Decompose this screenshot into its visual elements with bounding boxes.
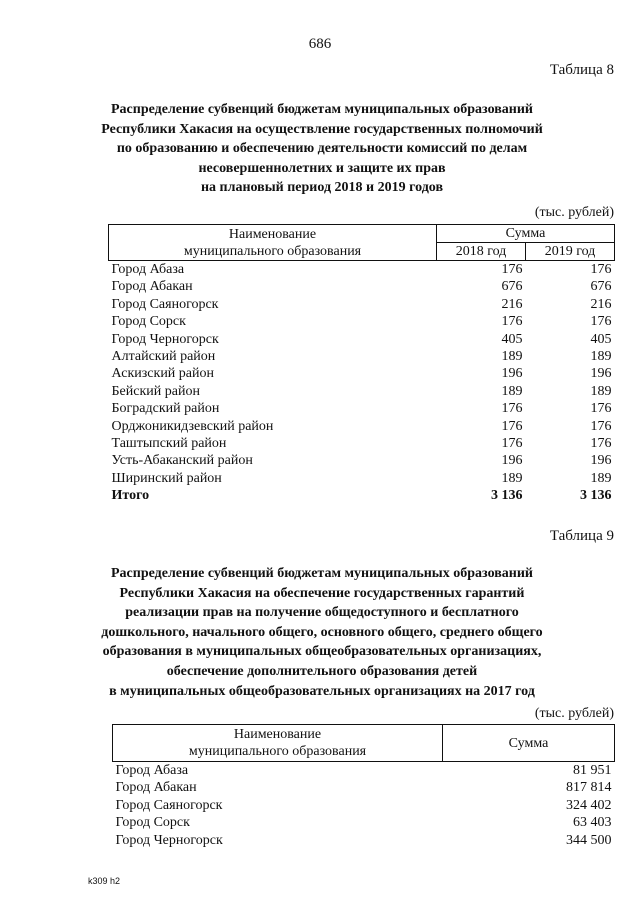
row-2019: 676 (590, 279, 612, 295)
row-name: Орджоникидзевский район (111, 418, 274, 434)
header-name-line2: муниципального образования (188, 744, 367, 759)
row-2019: 176 (590, 401, 612, 417)
row-2018: 196 (501, 366, 523, 382)
table9-label: Таблица 9 (549, 528, 614, 544)
table-row (113, 832, 615, 849)
table-row (109, 296, 615, 313)
row-2019: 189 (590, 470, 612, 486)
header-name-line1: Наименование (233, 727, 322, 742)
table8-title-line: несовершеннолетних и защите их прав (198, 160, 446, 176)
table8-label: Таблица 8 (549, 62, 614, 78)
row-2018: 176 (501, 314, 523, 330)
table-row (109, 365, 615, 382)
table-row (109, 383, 615, 400)
table9-header-sum: Сумма (443, 725, 615, 762)
table-row (109, 435, 615, 452)
table-row (113, 762, 615, 780)
table8-title-line: Распределение субвенций бюджетам муниципальных образований (111, 102, 533, 117)
table8-title-line: по образованию и обеспечению деятельности комиссий по делам (116, 141, 528, 157)
row-2018: 405 (501, 331, 523, 347)
table-row (109, 261, 615, 279)
row-value: 817 814 (566, 780, 612, 796)
row-2018: 676 (501, 279, 523, 295)
row-name: Боградский район (111, 401, 220, 417)
total-name: Итого (111, 488, 150, 504)
table8-title-line: на плановый период 2018 и 2019 годов (200, 180, 444, 196)
row-value: 63 403 (573, 815, 612, 831)
page-number: 686 (308, 36, 332, 52)
table-row (109, 418, 615, 435)
header-name-line2: муниципального образования (183, 243, 362, 259)
table9-title-line: реализации прав на получение общедоступного и бесплатного (125, 605, 519, 621)
row-value: 81 951 (573, 763, 612, 778)
table8-title (90, 100, 554, 198)
row-2018: 216 (501, 296, 523, 312)
table-row (109, 400, 615, 417)
row-2019: 189 (590, 383, 612, 399)
table9 (112, 724, 615, 849)
row-name: Город Абаза (115, 763, 189, 778)
row-2018: 176 (501, 401, 523, 417)
table9-title-line: дошкольного, начального общего, основного общего, среднего общего (101, 624, 543, 640)
row-name: Алтайский район (111, 349, 216, 365)
row-name: Город Абакан (111, 279, 193, 295)
table-row (109, 348, 615, 365)
header-name-line1: Наименование (228, 226, 317, 242)
table8-header-name (109, 225, 437, 261)
row-2019: 196 (590, 366, 612, 382)
row-name: Аскизский район (111, 366, 214, 382)
row-2018: 176 (501, 262, 523, 277)
table-row (109, 278, 615, 295)
table-row (109, 470, 615, 487)
table9-title-line: в муниципальных общеобразовательных организациях на 2017 год (109, 683, 535, 699)
row-2019: 216 (590, 296, 612, 312)
footer-code: k309 h2 (88, 876, 121, 886)
table-row (109, 313, 615, 330)
row-name: Город Саяногорск (111, 296, 219, 312)
table9-title-line: обеспечение дополнительного образования детей (166, 663, 478, 679)
row-2019: 176 (590, 418, 612, 434)
table-row (109, 331, 615, 348)
row-name: Бейский район (111, 383, 200, 399)
table8-header-2019: 2019 год (526, 243, 615, 261)
row-name: Ширинский район (111, 470, 222, 486)
table9-title (90, 564, 554, 701)
row-name: Город Абакан (115, 780, 197, 796)
row-2018: 189 (501, 349, 523, 365)
table-row (113, 797, 615, 814)
row-name: Город Черногорск (115, 832, 223, 848)
table-row (113, 779, 615, 796)
table8-header-sum: Сумма (437, 225, 615, 243)
table9-title-line: образования в муниципальных общеобразовательных организациях, (102, 644, 542, 660)
row-value: 344 500 (566, 832, 612, 848)
row-name: Город Сорск (111, 314, 186, 330)
row-2018: 196 (501, 453, 523, 469)
row-2019: 189 (590, 349, 612, 365)
row-2018: 189 (501, 383, 523, 399)
row-2018: 176 (501, 436, 523, 452)
total-2019: 3 136 (580, 488, 612, 504)
row-name: Город Сорск (115, 815, 190, 831)
table8 (108, 224, 615, 505)
table8-title-line: Республики Хакасия на осуществление государственных полномочий (101, 121, 543, 137)
total-2018: 3 136 (491, 488, 523, 504)
table-row (113, 814, 615, 831)
row-2019: 176 (590, 314, 612, 330)
table9-header-name (113, 725, 443, 762)
table9-title-line: Распределение субвенций бюджетам муниципальных образований (111, 566, 533, 581)
row-2018: 189 (501, 470, 523, 486)
row-name: Город Черногорск (111, 331, 219, 347)
table8-unit: (тыс. рублей) (534, 205, 614, 220)
total-row (109, 487, 615, 504)
row-2019: 176 (590, 436, 612, 452)
row-2019: 405 (590, 331, 612, 347)
row-name: Таштыпский район (111, 436, 227, 452)
row-name: Усть-Абаканский район (111, 453, 253, 469)
table9-unit: (тыс. рублей) (534, 706, 614, 721)
table8-header-2018: 2018 год (437, 243, 526, 261)
row-2018: 176 (501, 418, 523, 434)
row-name: Город Саяногорск (115, 797, 223, 813)
table-row (109, 452, 615, 469)
row-name: Город Абаза (111, 262, 185, 277)
row-value: 324 402 (566, 797, 612, 813)
row-2019: 176 (590, 262, 612, 277)
row-2019: 196 (590, 453, 612, 469)
table9-title-line: Республики Хакасия на обеспечение государственных гарантий (119, 585, 525, 601)
